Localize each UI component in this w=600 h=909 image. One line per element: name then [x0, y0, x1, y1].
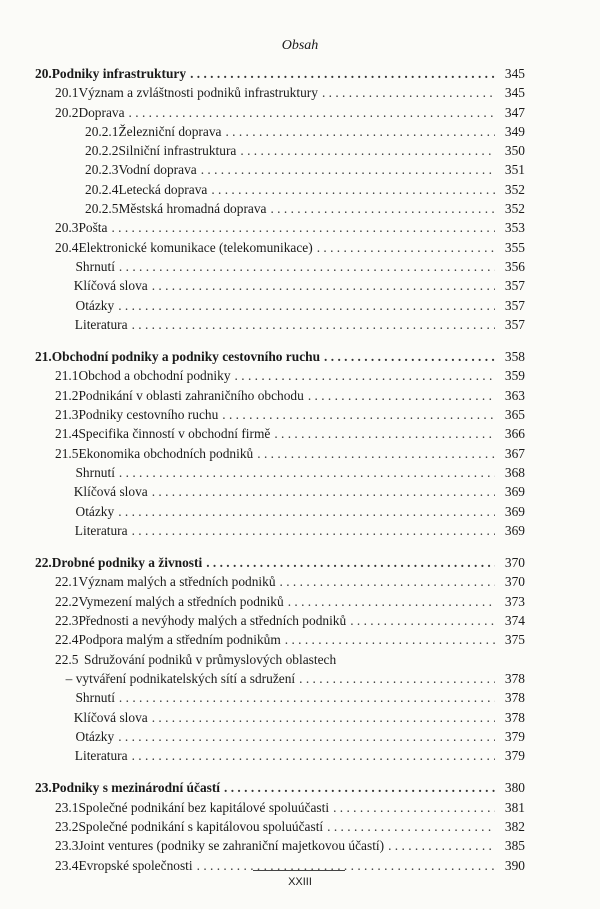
entry-title: Podniky cestovního ruchu [78, 407, 219, 423]
section-entry [35, 424, 525, 443]
entry-title: Silniční infrastruktura [118, 143, 237, 159]
entry-page-number: 352 [504, 181, 525, 197]
footer-divider [253, 870, 345, 871]
section-entry [35, 817, 525, 836]
entry-number: 20.2.2 [85, 143, 119, 159]
entry-title: Podpora malým a středním podnikům [78, 632, 281, 648]
dot-leader [129, 103, 495, 122]
subsection-entry [35, 199, 525, 218]
section-entry [35, 521, 525, 540]
entry-title: Drobné podniky a živnosti [51, 555, 203, 571]
entry-number: 20. [35, 66, 52, 81]
entry-page-number: 366 [504, 426, 525, 442]
entry-page-number: 355 [504, 239, 525, 255]
dot-leader [111, 218, 495, 237]
section-entry [35, 103, 525, 122]
section-entry [35, 856, 525, 875]
entry-page-number: 368 [504, 464, 525, 480]
entry-page-number: 378 [504, 709, 525, 725]
dot-leader [350, 611, 495, 630]
entry-number: 22.4 [55, 632, 79, 648]
section-entry [35, 708, 525, 727]
entry-page-number: 369 [504, 503, 525, 519]
entry-title: Literatura [74, 748, 128, 764]
dot-leader [222, 405, 495, 424]
entry-page-number: 350 [504, 143, 525, 159]
entry-number: 23.1 [55, 799, 79, 815]
entry-title: Společné podnikání bez kapitálové spoluúčasti [78, 799, 330, 815]
page-number: XXIII [288, 876, 312, 888]
entry-number: 23.2 [55, 818, 79, 834]
entry-title: Klíčová slova [73, 278, 148, 294]
section-entry [35, 276, 525, 295]
section-entry [35, 746, 525, 765]
subsection-entry [35, 141, 525, 160]
dot-leader [225, 122, 495, 141]
entry-title: Evropské společnosti [78, 857, 193, 873]
dot-leader [201, 160, 495, 179]
entry-page-number: 373 [504, 593, 525, 609]
entry-title: Městská hromadná doprava [118, 201, 267, 217]
section-entry [35, 727, 525, 746]
entry-title: Železniční doprava [118, 123, 222, 139]
entry-title: Klíčová slova [73, 709, 148, 725]
chapter-block [35, 778, 525, 874]
section-entry [35, 836, 525, 855]
subsection-entry [35, 160, 525, 179]
entry-page-number: 385 [504, 838, 525, 854]
entry-title: Shrnutí [75, 258, 115, 274]
entry-number: 22.2 [55, 593, 79, 609]
entry-title: Význam malých a středních podniků [78, 574, 276, 590]
dot-leader [288, 592, 495, 611]
chapter-block [35, 347, 525, 540]
dot-leader [322, 83, 495, 102]
entry-title: Klíčová slova [73, 484, 148, 500]
chapter-heading [35, 64, 525, 83]
entry-number: 21.5 [55, 445, 79, 461]
subsection-entry [35, 180, 525, 199]
entry-number: 22.5 [55, 651, 79, 667]
entry-page-number: 379 [504, 748, 525, 764]
entry-title: Podniky infrastruktury [51, 66, 187, 81]
entry-number: 20.4 [55, 239, 79, 255]
entry-number: 20.2.4 [85, 181, 119, 197]
section-entry [35, 650, 525, 669]
entry-page-number: 345 [504, 66, 525, 81]
entry-page-number: 349 [504, 123, 525, 139]
section-entry [35, 798, 525, 817]
entry-number: 20.3 [55, 220, 79, 236]
entry-number: 22.1 [55, 574, 79, 590]
entry-number: 23.4 [55, 857, 79, 873]
entry-title: Obchodní podniky a podniky cestovního ruchu [51, 349, 321, 365]
entry-number: 20.1 [55, 85, 79, 101]
dot-leader [211, 180, 495, 199]
dot-leader [285, 630, 495, 649]
entry-page-number: 380 [504, 780, 525, 796]
dot-leader [235, 366, 495, 385]
entry-page-number: 367 [504, 445, 525, 461]
dot-leader [152, 708, 495, 727]
entry-page-number: 359 [504, 368, 525, 384]
entry-title: Literatura [74, 522, 128, 538]
entry-number: 21.1 [55, 368, 79, 384]
entry-page-number: 370 [504, 555, 525, 571]
entry-title: Shrnutí [75, 690, 115, 706]
entry-title: Pošta [78, 220, 108, 236]
section-entry [35, 572, 525, 591]
section-entry [35, 83, 525, 102]
entry-page-number: 374 [504, 613, 525, 629]
entry-page-number: 381 [504, 799, 525, 815]
entry-title: Vymezení malých a středních podniků [78, 593, 284, 609]
entry-page-number: 357 [504, 316, 525, 332]
section-entry [35, 611, 525, 630]
entry-page-number: 375 [504, 632, 525, 648]
section-entry [35, 405, 525, 424]
section-entry [35, 386, 525, 405]
section-entry [35, 630, 525, 649]
dot-leader [274, 424, 495, 443]
dot-leader [327, 817, 495, 836]
section-entry [35, 482, 525, 501]
entry-page-number: 356 [504, 258, 525, 274]
entry-number: 23. [35, 780, 52, 796]
entry-title: Ekonomika obchodních podniků [78, 445, 254, 461]
section-entry [35, 238, 525, 257]
entry-page-number: 378 [504, 690, 525, 706]
chapter-heading [35, 778, 525, 797]
entry-page-number: 390 [504, 857, 525, 873]
chapter-heading [35, 553, 525, 572]
dot-leader [299, 669, 495, 688]
entry-title: Literatura [74, 316, 128, 332]
chapter-block [35, 64, 525, 334]
entry-title: Sdružování podniků v průmyslových oblastech [84, 651, 337, 667]
entry-page-number: 358 [504, 349, 525, 365]
entry-title: Vodní doprava [118, 162, 197, 178]
entry-number: 21.4 [55, 426, 79, 442]
dot-leader [324, 347, 495, 366]
entry-title: Společné podnikání s kapitálovou spoluúčastí [78, 818, 324, 834]
entry-page-number: 378 [504, 670, 525, 686]
entry-page-number: 382 [504, 818, 525, 834]
entry-number: 21.3 [55, 407, 79, 423]
entry-page-number: 353 [504, 220, 525, 236]
section-entry [35, 669, 525, 688]
entry-title: Podnikání v oblasti zahraničního obchodu [78, 387, 304, 403]
entry-page-number: 352 [504, 201, 525, 217]
entry-title: Přednosti a nevýhody malých a středních podniků [78, 613, 347, 629]
entry-title: Obchod a obchodní podniky [78, 368, 231, 384]
entry-page-number: 370 [504, 574, 525, 590]
entry-title: Joint ventures (podniky se zahraniční majetkovou účastí) [78, 838, 385, 854]
entry-page-number: 351 [504, 162, 525, 178]
section-entry [35, 502, 525, 521]
dot-leader [257, 444, 495, 463]
entry-number: 21. [35, 349, 52, 365]
entry-number: 22. [35, 555, 52, 571]
entry-number: 22.3 [55, 613, 79, 629]
section-entry [35, 463, 525, 482]
dot-leader [118, 727, 495, 746]
chapter-block [35, 553, 525, 765]
entry-page-number: 357 [504, 297, 525, 313]
entry-number: 23.3 [55, 838, 79, 854]
dot-leader [197, 856, 495, 875]
entry-title: Otázky [75, 728, 115, 744]
entry-title: – vytváření podnikatelských sítí a sdružení [65, 670, 296, 686]
dot-leader [152, 482, 495, 501]
dot-leader [118, 502, 495, 521]
entry-page-number: 379 [504, 728, 525, 744]
entry-title: Shrnutí [75, 464, 115, 480]
dot-leader [118, 296, 495, 315]
entry-title: Letecká doprava [118, 181, 208, 197]
dot-leader [280, 572, 495, 591]
dot-leader [206, 553, 495, 572]
section-entry [35, 366, 525, 385]
entry-title: Specifika činností v obchodní firmě [78, 426, 271, 442]
subsection-entry [35, 122, 525, 141]
entry-title: Význam a zvláštnosti podniků infrastruktury [78, 85, 318, 101]
dot-leader [119, 688, 495, 707]
entry-title: Elektronické komunikace (telekomunikace) [78, 239, 313, 255]
entry-page-number: 347 [504, 104, 525, 120]
dot-leader [308, 386, 495, 405]
dot-leader [190, 64, 495, 83]
section-entry [35, 444, 525, 463]
dot-leader [152, 276, 495, 295]
dot-leader [388, 836, 495, 855]
table-of-contents [35, 64, 525, 888]
entry-page-number: 363 [504, 387, 525, 403]
dot-leader [270, 199, 495, 218]
dot-leader [132, 746, 495, 765]
dot-leader [224, 778, 495, 797]
entry-number: 20.2.3 [85, 162, 119, 178]
entry-page-number: 357 [504, 278, 525, 294]
section-entry [35, 688, 525, 707]
dot-leader [132, 315, 495, 334]
dot-leader [240, 141, 495, 160]
entry-page-number: 369 [504, 522, 525, 538]
entry-number: 21.2 [55, 387, 79, 403]
dot-leader [317, 238, 495, 257]
entry-title: Otázky [75, 503, 115, 519]
entry-title: Doprava [78, 104, 125, 120]
chapter-heading [35, 347, 525, 366]
entry-page-number: 369 [504, 484, 525, 500]
entry-number: 20.2.5 [85, 201, 119, 217]
dot-leader [119, 463, 495, 482]
entry-title: Otázky [75, 297, 115, 313]
section-entry [35, 592, 525, 611]
dot-leader [333, 798, 495, 817]
running-header: Obsah [281, 38, 319, 53]
dot-leader [119, 257, 495, 276]
section-entry [35, 296, 525, 315]
section-entry [35, 218, 525, 237]
dot-leader [132, 521, 495, 540]
entry-number: 20.2 [55, 104, 79, 120]
entry-number: 20.2.1 [85, 123, 119, 139]
entry-page-number: 345 [504, 85, 525, 101]
section-entry [35, 315, 525, 334]
section-entry [35, 257, 525, 276]
entry-title: Podniky s mezinárodní účastí [51, 780, 221, 796]
entry-page-number: 365 [504, 407, 525, 423]
